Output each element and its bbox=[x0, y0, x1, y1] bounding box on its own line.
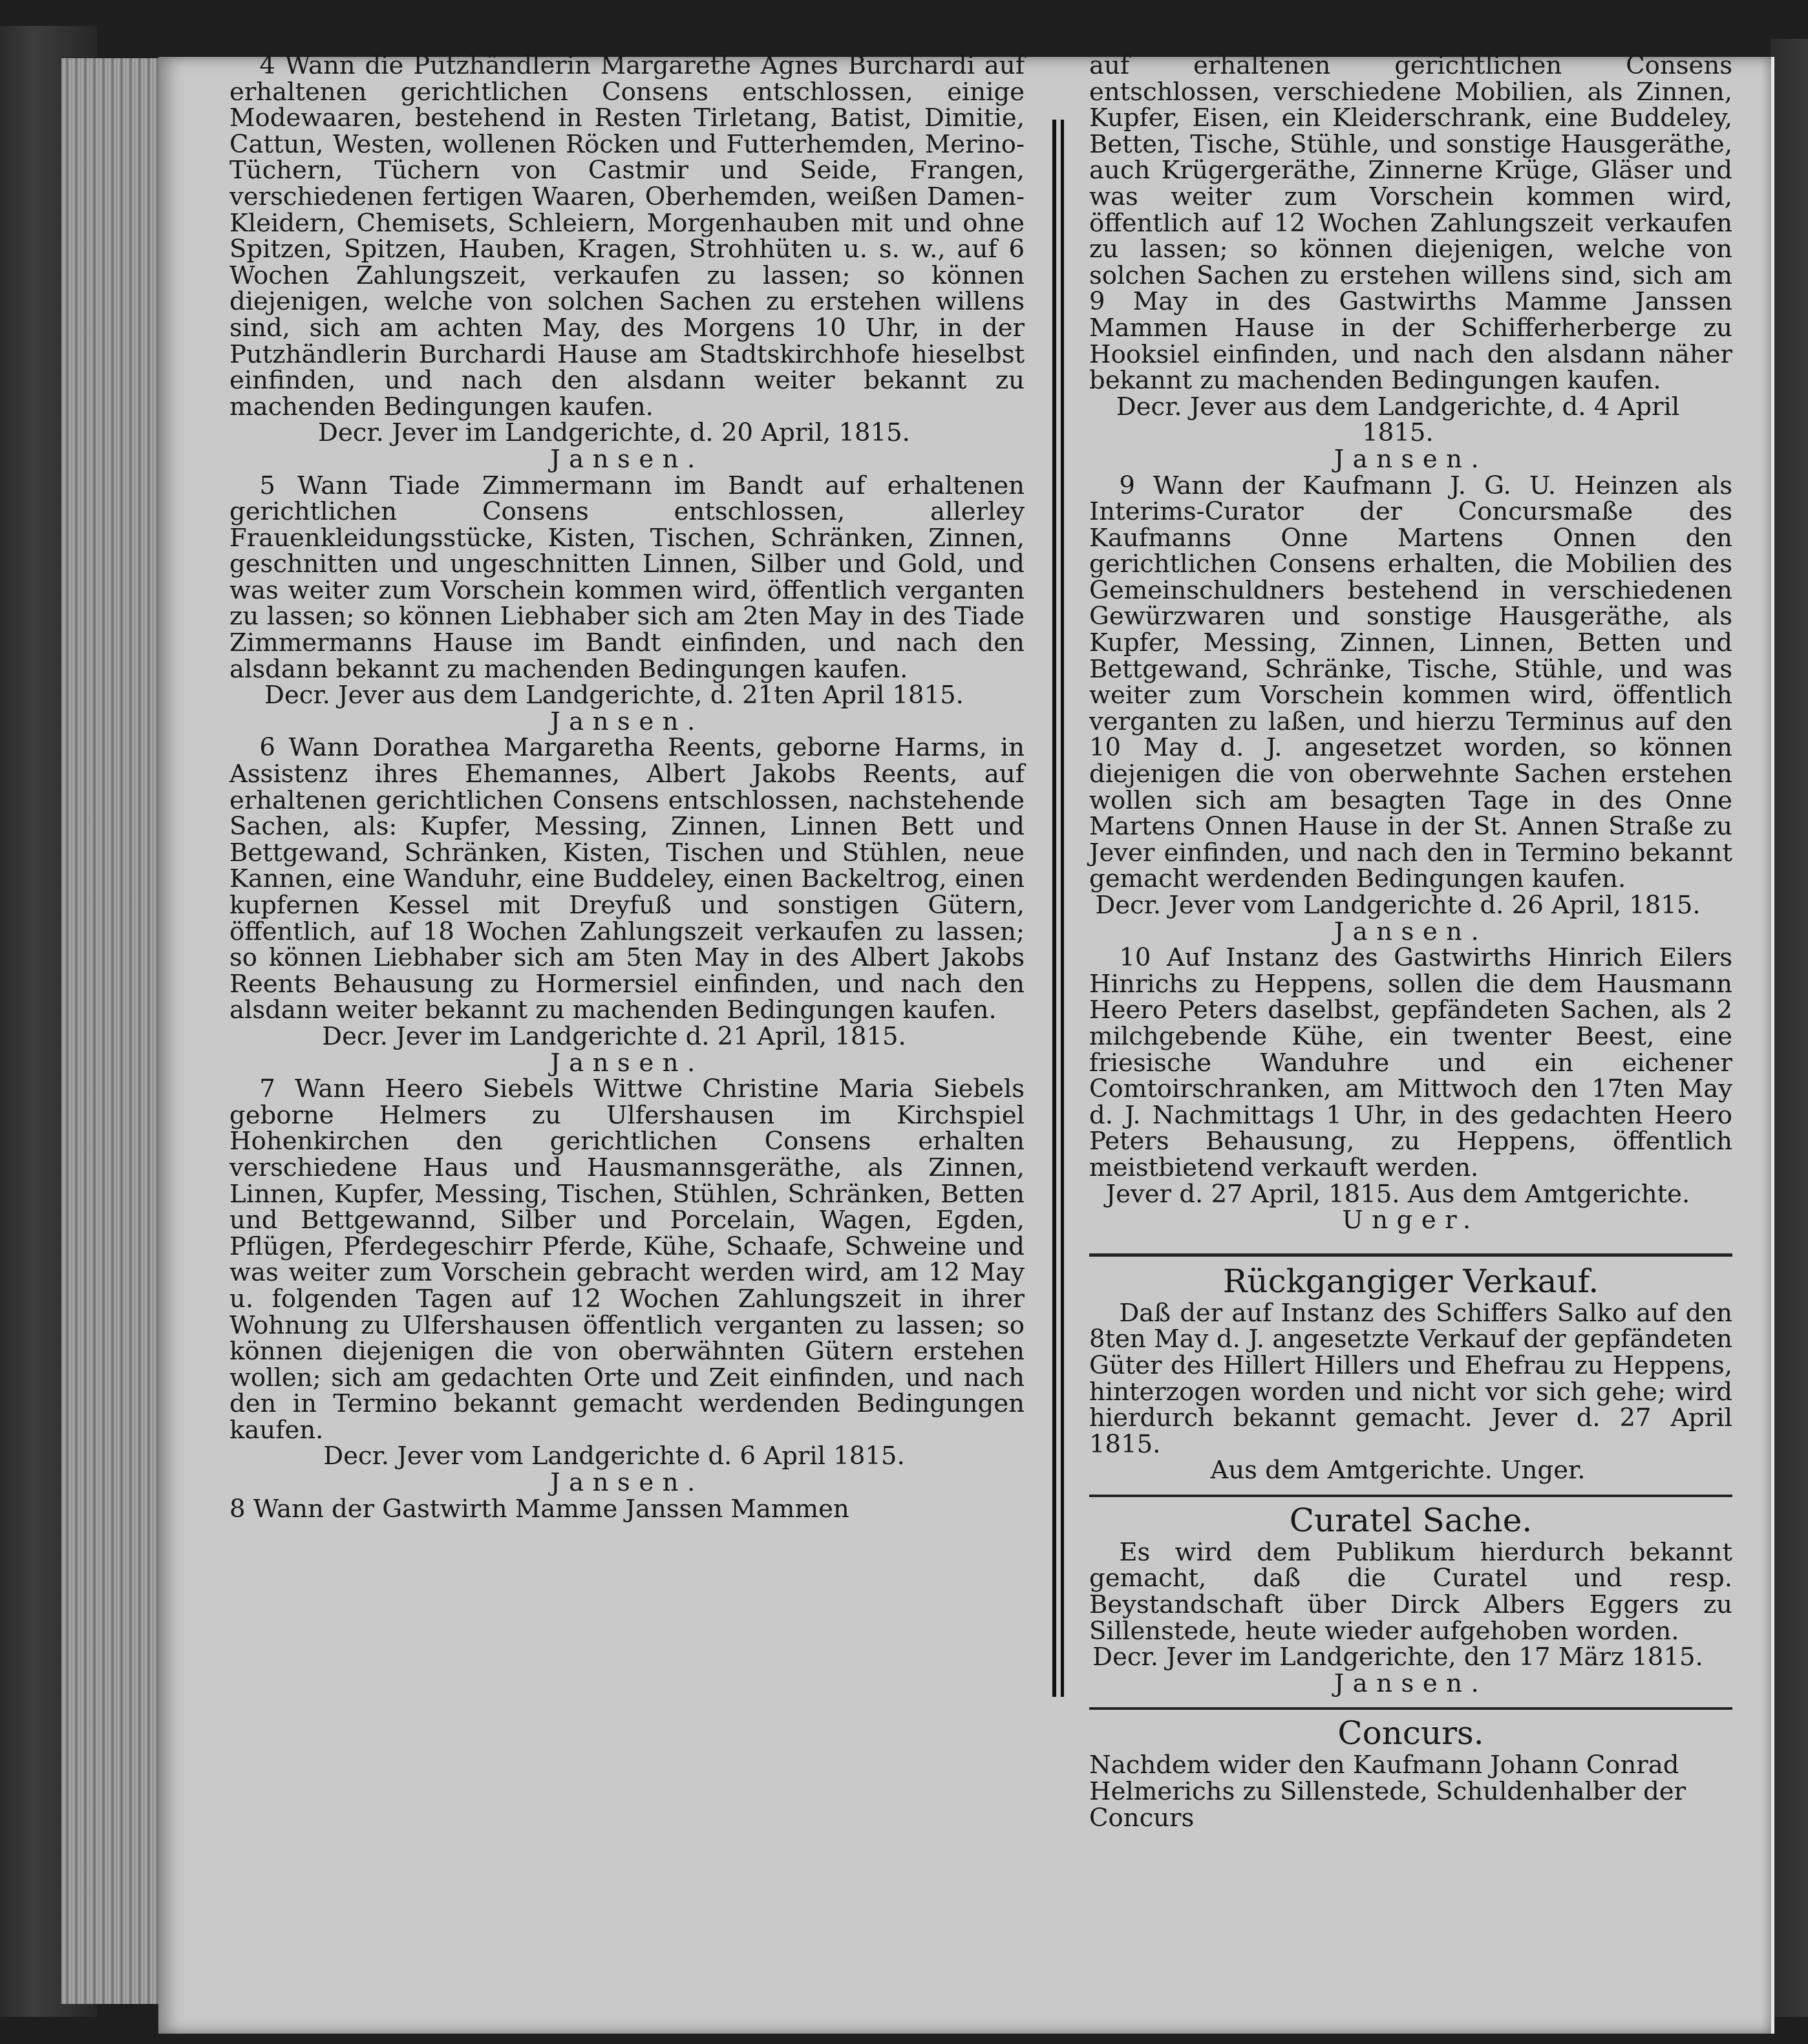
column-divider bbox=[1052, 120, 1064, 1697]
notice-signature-line: Decr. Jever vom Landgerichte d. 26 April, 1815. bbox=[1095, 891, 1701, 920]
notice-paragraph: Nachdem wider den Kaufmann Johann Conrad Helmerichs zu Sillenstede, Schuldenhalber der Concurs bbox=[1089, 1751, 1686, 1833]
official-name: Jansen. bbox=[550, 1048, 704, 1078]
notice-paragraph: 6 Wann Dorathea Margaretha Reents, geborne Harms, in Assistenz ihres Ehemannes, Albert Jakobs Reents, auf erhaltenen gerichtlichen Consens entschlossen, nachstehende Sachen, als: Kupfer, Messing, Zinnen, Linnen Bett und Bettgewand, Schränken, Kisten, Tischen und Stühlen, neue Kannen, eine Wanduhr, eine Buddeley, einen Backeltrog, einen kupfernen Kessel mit Dreyfuß und sonstigen Gütern, öffentlich, auf 18 Wochen Zahlungszeit verkaufen zu lassen; so können Liebhaber sich am 5ten May in des Albert Jakobs Reents Behausung zu Hormersiel einfinden, und nach den alsdann weiter bekannt zu machenden Bedingungen kaufen. bbox=[229, 733, 1025, 1025]
right-column bbox=[1089, 53, 1732, 1831]
page-edge-highlight bbox=[1771, 57, 1774, 2034]
section-divider bbox=[1089, 1495, 1732, 1497]
official-name: Jansen. bbox=[1334, 444, 1488, 474]
official-name: Jansen. bbox=[550, 1468, 704, 1498]
notice-paragraph: 7 Wann Heero Siebels Wittwe Christine Maria Siebels geborne Helmers zu Ulfershausen im Kirchspiel Hohenkirchen den gerichtlichen Consens erhalten verschiedene Haus und Hausmannsgeräthe, als Zinnen, Linnen, Kupfer, Messing, Tischen, Stühlen, Schränken, Betten und Bettgewannd, Silber und Porcelain, Wagen, Egden, Pflügen, Pferdegeschirr Pferde, Kühe, Schaafe, Schweine und was weiter zum Vorschein gebracht werden wird, am 12 May u. folgenden Tagen auf 12 Wochen Zahlungszeit in ihrer Wohnung zu Ulfershausen öffentlich verganten zu lassen; so können diejenigen die von oberwähnten Gütern erstehen wollen; sich am gedachten Orte und Zeit einfinden, und nach den in Termino bekannt gemacht werdenden Bedingungen kaufen. bbox=[229, 1074, 1025, 1445]
stacked-page-edges bbox=[61, 58, 165, 2004]
notice-paragraph: 4 Wann die Putzhändlerin Margarethe Agnes Burchardi auf erhaltenen gerichtlichen Consens entschlossen, einige Modewaaren, bestehend in Resten Tirletang, Batist, Dimitie, Cattun, Westen, wollenen Röcken und Futterhemden, Merino-Tüchern, Tüchern von Castmir und Seide, Frangen, verschiedenen fertigen Waaren, Oberhemden, weißen Damen-Kleidern, Chemisets, Schleiern, Morgenhauben mit und ohne Spitzen, Spitzen, Hauben, Kragen, Strohhüten u. s. w., auf 6 Wochen Zahlungszeit, verkaufen zu lassen; so können diejenigen, welche von solchen Sachen zu erstehen willens sind, sich am achten May, des Morgens 10 Uhr, in der Putzhändlerin Burchardi Hause am Stadtskirchhofe hieselbst einfinden, und nach den alsdann weiter bekannt zu machenden Bedingungen kaufen. bbox=[229, 51, 1025, 421]
notice-signature-line: Jever d. 27 April, 1815. Aus dem Amtgerichte. bbox=[1105, 1179, 1690, 1209]
section-heading: Concurs. bbox=[1337, 1714, 1484, 1752]
notice-signature-line: Decr. Jever im Landgerichte, d. 20 April, 1815. bbox=[318, 418, 910, 448]
left-column bbox=[229, 53, 1025, 1522]
notice-signature-line: Aus dem Amtgerichte. Unger. bbox=[1210, 1456, 1586, 1485]
notice-paragraph: 8 Wann der Gastwirth Mamme Janssen Mammen bbox=[229, 1494, 849, 1524]
notice-paragraph: 9 Wann der Kaufmann J. G. U. Heinzen als Interims-Curator der Concursmaße des Kaufmanns Onne Martens Onnen den gerichtlichen Consens erhalten, die Mobilien des Gemeinschuldners bestehend in verschiedenen Gewürzwaren und sonstige Hausgeräthe, als Kupfer, Messing, Zinnen, Linnen, Betten und Bettgewand, Schränke, Tische, Stühle, und was weiter zum Vorschein kommen wird, öffentlich verganten zu laßen, und hierzu Terminus auf den 10 May d. J. angesetzet worden, so können diejenigen die von oberwehnte Sachen erstehen wollen sich am besagten Tage in des Onne Martens Onnen Hause in der St. Annen Straße zu Jever einfinden, und nach den in Termino bekannt gemacht werdenden Bedingungen kaufen. bbox=[1089, 471, 1732, 894]
notice-signature-line: Decr. Jever im Landgerichte, den 17 März 1815. bbox=[1092, 1643, 1703, 1672]
section-divider bbox=[1089, 1707, 1732, 1710]
notice-signature-line: Decr. Jever im Landgerichte d. 21 April, 1815. bbox=[322, 1021, 906, 1051]
official-name: Unger. bbox=[1342, 1206, 1480, 1235]
notice-paragraph: 10 Auf Instanz des Gastwirths Hinrich Eilers Hinrichs zu Heppens, sollen die dem Hausmann Heero Peters daselbst, gepfändeten Sachen, als 2 milchgebende Kühe, ein twenter Beest, eine friesische Wanduhre und ein eichener Comtoirschranken, am Mittwoch den 17ten May d. J. Nachmittags 1 Uhr, in des gedachten Heero Peters Behausung, zu Heppens, öffentlich meistbietend verkauft werden. bbox=[1089, 943, 1732, 1182]
notice-paragraph: Es wird dem Publikum hierdurch bekannt gemacht, daß die Curatel und resp. Beystandschaft über Dirck Albers Eggers zu Sillenstede, heute wieder aufgehoben worden. bbox=[1089, 1537, 1732, 1646]
section-heading: Rückgangiger Verkauf. bbox=[1222, 1262, 1599, 1300]
notice-paragraph: 5 Wann Tiade Zimmermann im Bandt auf erhaltenen gerichtlichen Consens entschlossen, allerley Frauenkleidungsstücke, Kisten, Tischen, Schränken, Zinnen, geschnitten und ungeschnitten Linnen, Silber und Gold, und was weiter zum Vorschein kommen wird, öffentlich verganten zu lassen; so können Liebhaber sich am 2ten May in des Tiade Zimmermanns Hause im Bandt einfinden, und nach den alsdann bekannt zu machenden Bedingungen kaufen. bbox=[229, 471, 1025, 684]
official-name: Jansen. bbox=[1334, 1668, 1488, 1698]
official-name: Jansen. bbox=[550, 707, 704, 736]
book-cover-right bbox=[1771, 39, 1808, 2017]
section-divider bbox=[1089, 1253, 1732, 1257]
notice-continuation: auf erhaltenen gerichtlichen Consens entschlossen, verschiedene Mobilien, als Zinnen, Kupfer, Eisen, ein Kleiderschrank, eine Buddeley, Betten, Tische, Stühle, und sonstige Hausgeräthe, auch Krügergeräthe, Zinnerne Krüge, Gläser und was weiter zum Vorschein kommen wird, öffentlich auf 12 Wochen Zahlungszeit verkaufen zu lassen; so können diejenigen, welche von solchen Sachen zu erstehen willens sind, sich am 9 May in des Gastwirths Mamme Janssen Mammen Hause in der Schifferherberge zu Hooksiel einfinden, und nach den alsdann näher bekannt zu machenden Bedingungen kaufen. bbox=[1089, 51, 1732, 396]
notice-signature-line: Decr. Jever vom Landgerichte d. 6 April 1815. bbox=[323, 1442, 905, 1471]
section-heading: Curatel Sache. bbox=[1289, 1501, 1533, 1539]
notice-signature-line: Decr. Jever aus dem Landgerichte, d. 21ten April 1815. bbox=[264, 681, 964, 710]
official-name: Jansen. bbox=[550, 444, 704, 474]
notice-paragraph: Daß der auf Instanz des Schiffers Salko auf den 8ten May d. J. angesetzte Verkauf der gepfändeten Güter des Hillert Hillers und Ehefrau zu Heppens, hinterzogen worden und nicht vor sich gehe; wird hierdurch bekannt gemacht. Jever d. 27 April 1815. bbox=[1089, 1298, 1732, 1459]
official-name: Jansen. bbox=[1334, 917, 1488, 946]
notice-signature-line: Decr. Jever aus dem Landgerichte, d. 4 April 1815. bbox=[1116, 392, 1680, 448]
